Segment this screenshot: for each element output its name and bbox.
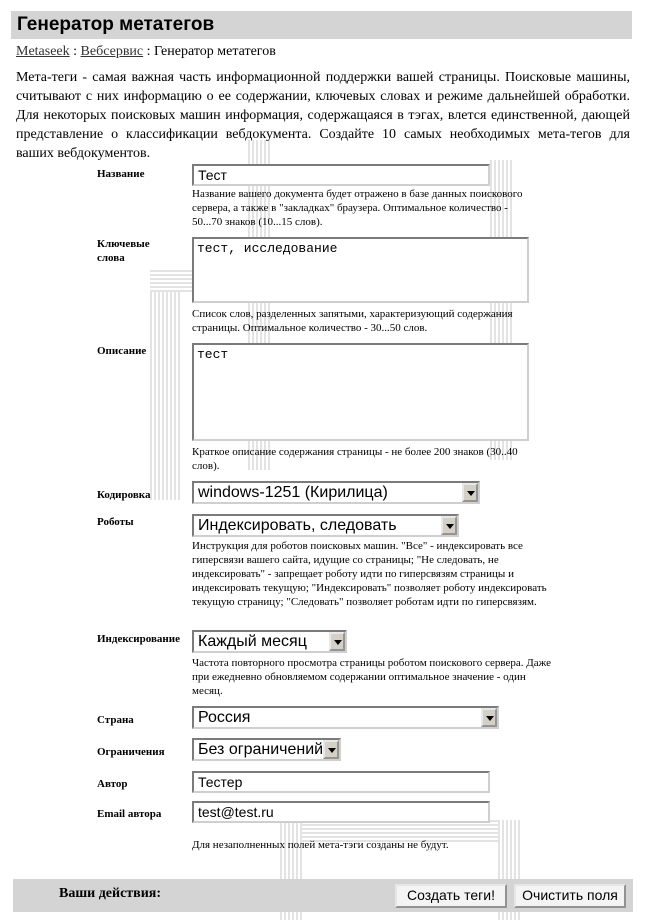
title-bar — [11, 11, 632, 39]
create-tags-button[interactable]: Создать теги! — [395, 884, 507, 908]
chevron-down-icon[interactable] — [329, 632, 345, 651]
name-label: Название — [97, 168, 145, 180]
breadcrumb-separator: : — [143, 44, 155, 59]
country-label: Страна — [97, 714, 134, 726]
email-label: Email автора — [97, 808, 162, 820]
encoding-label: Кодировка — [97, 489, 151, 501]
empty-fields-note: Для незаполненных полей мета-тэги созданы не будут. — [192, 839, 449, 851]
email-input[interactable]: test@test.ru — [192, 801, 490, 823]
country-value: Россия — [198, 709, 251, 726]
breadcrumb-link-webservice[interactable]: Вебсервис — [80, 44, 144, 59]
revisit-hint: Частота повторного просмотра страницы роботом поискового сервера. Даже при ежедневно обновляемом содержании оптимальное значение - один месяц. — [192, 657, 551, 697]
chevron-down-icon[interactable] — [462, 483, 478, 502]
robots-label: Роботы — [97, 516, 134, 528]
robots-hint: Инструкция для роботов поисковых машин. "Все" - индексировать все гиперсвязи вашего сайта, идущие со страницы; "Не следовать, не индексировать" - запрещает роботу идти по гиперсвязям страницы и индексировать текущую; "Индексировать" позволяет роботу индексировать текущую страницу; "Следовать" позволяет роботам идти по гиперсвязям. — [192, 540, 547, 608]
rating-label: Ограничения — [97, 746, 165, 758]
actions-bar — [13, 879, 633, 912]
rating-value: Без ограничений — [198, 741, 324, 758]
name-hint: Название вашего документа будет отражено в базе данных поискового сервера, а также в "закладках" браузера. Оптимальное количество - 50...70 знаков (10...15 слов). — [192, 188, 523, 228]
page-title: Генератор метатегов — [17, 14, 215, 35]
encoding-value: windows-1251 (Кирилица) — [198, 484, 388, 501]
robots-select[interactable] — [192, 514, 459, 537]
actions-label: Ваши действия: — [59, 886, 162, 901]
encoding-select[interactable] — [192, 481, 480, 504]
chevron-down-icon[interactable] — [323, 740, 339, 759]
keywords-textarea[interactable]: тест, исследование — [192, 237, 529, 303]
author-input[interactable]: Тестер — [192, 771, 490, 793]
author-label: Автор — [97, 778, 128, 790]
breadcrumb-separator: : — [69, 44, 81, 59]
revisit-label: Индексирование — [97, 633, 180, 645]
clear-fields-button[interactable]: Очистить поля — [514, 884, 626, 908]
description-textarea[interactable]: тест — [192, 343, 529, 441]
name-input[interactable]: Тест — [192, 164, 490, 186]
breadcrumb — [16, 44, 276, 60]
chevron-down-icon[interactable] — [481, 708, 497, 727]
country-select[interactable] — [192, 706, 499, 729]
breadcrumb-current: Генератор метатегов — [154, 44, 276, 59]
robots-value: Индексировать, следовать — [198, 517, 397, 534]
description-label: Описание — [97, 345, 147, 357]
revisit-select[interactable] — [192, 630, 347, 653]
revisit-value: Каждый месяц — [198, 633, 307, 650]
keywords-label: Ключевые слова — [97, 238, 150, 264]
breadcrumb-link-metaseek[interactable]: Metaseek — [16, 44, 70, 59]
chevron-down-icon[interactable] — [441, 516, 457, 535]
keywords-hint: Список слов, разделенных запятыми, характеризующий содержания страницы. Оптимальное количество - 30...50 слов. — [192, 308, 513, 334]
intro-text: Мета-теги - самая важная часть информационной поддержки вашей страницы. Поисковые машины, считывают с них информацию о ее содержании, ключевых словах и режиме дальнейшей обработки. Для некоторых поисковых машин информация, содержащаяся в тэгах, влется единственной, дающей представление о классификации вебдокумента. Создайте 10 самых необходимых мета-тегов для ваших вебдокументов. — [16, 70, 630, 161]
rating-select[interactable] — [192, 738, 341, 761]
watermark-bar-left — [150, 280, 180, 500]
description-hint: Краткое описание содержания страницы - не более 200 знаков (30..40 слов). — [192, 446, 518, 472]
